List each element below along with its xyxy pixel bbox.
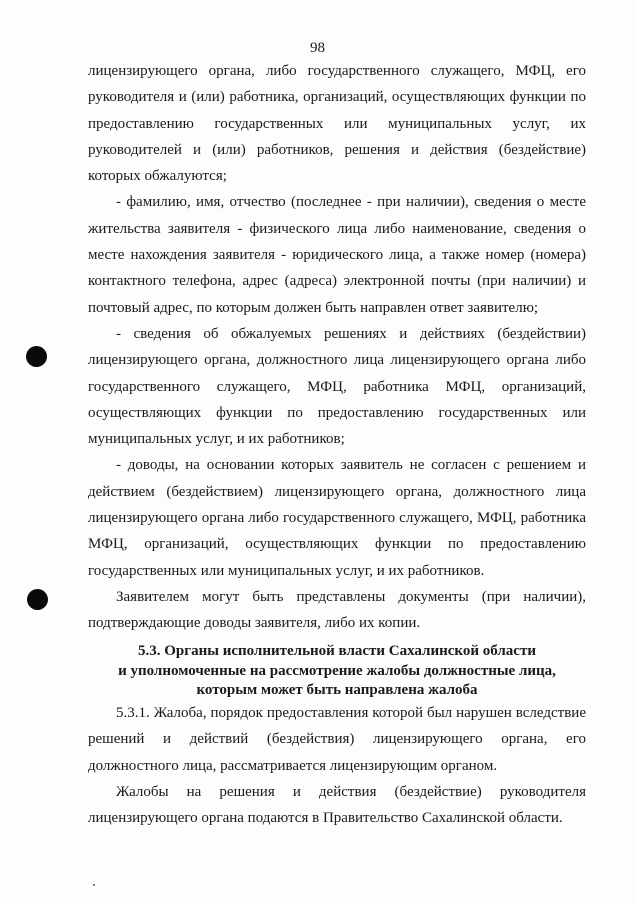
paragraph: Жалобы на решения и действия (бездействие) руководителя лицензирующего органа подаются в Правительство Сахалинской области. bbox=[88, 783, 586, 827]
punch-hole-mark bbox=[26, 346, 47, 367]
paragraph: Заявителем могут быть представлены документы (при наличии), подтверждающие доводы заявителя, либо их копии. bbox=[88, 588, 586, 632]
scan-speck bbox=[93, 884, 95, 886]
paragraph: - доводы, на основании которых заявитель не согласен с решением и действием (бездействием) лицензирующего органа, должностного лица лицензирующего органа либо государственного служащего, МФЦ, работника МФЦ, организаций, осуществляющих функции по предоставлению государственных или муниципальных услуг, и их работников. bbox=[88, 457, 586, 579]
paragraph: - фамилию, имя, отчество (последнее - при наличии), сведения о месте жительства заявителя - физического лица либо наименование, сведения о месте нахождения заявителя - юридического лица, а также номер (номера) контактного телефона, адрес (адреса) электронной почты (при наличии) и почтовый адрес, по которым должен быть направлен ответ заявителю; bbox=[88, 194, 586, 316]
paragraph: - сведения об обжалуемых решениях и действиях (бездействии) лицензирующего органа, должностного лица лицензирующего органа либо государственного служащего, МФЦ, работника МФЦ, организаций, осуществляющих функции по предоставлению государственных или муниципальных услуг, и их работников; bbox=[88, 325, 586, 448]
paragraph: лицензирующего органа, либо государственного служащего, МФЦ, его руководителя и (или) работника, организаций, осуществляющих функции по предоставлению государственных или муниципальных услуг, их руководителей и (или) работников, решения и действия (бездействие) которых обжалуются; bbox=[88, 63, 586, 185]
heading-line: которым может быть направлена жалоба bbox=[196, 682, 478, 698]
heading-line: 5.3. Органы исполнительной власти Сахалинской области bbox=[138, 643, 536, 659]
page-number: 98 bbox=[310, 40, 325, 56]
body-text-top bbox=[88, 58, 586, 637]
section-heading bbox=[88, 642, 586, 701]
body-text-bottom bbox=[88, 700, 586, 831]
heading-line: и уполномоченные на рассмотрение жалобы должностные лица, bbox=[118, 662, 556, 679]
punch-hole-mark bbox=[27, 589, 48, 610]
paragraph: 5.3.1. Жалоба, порядок предоставления которой был нарушен вследствие решений и действий (бездействия) лицензирующего органа, его должностного лица, рассматривается лицензирующим органом. bbox=[88, 705, 586, 774]
